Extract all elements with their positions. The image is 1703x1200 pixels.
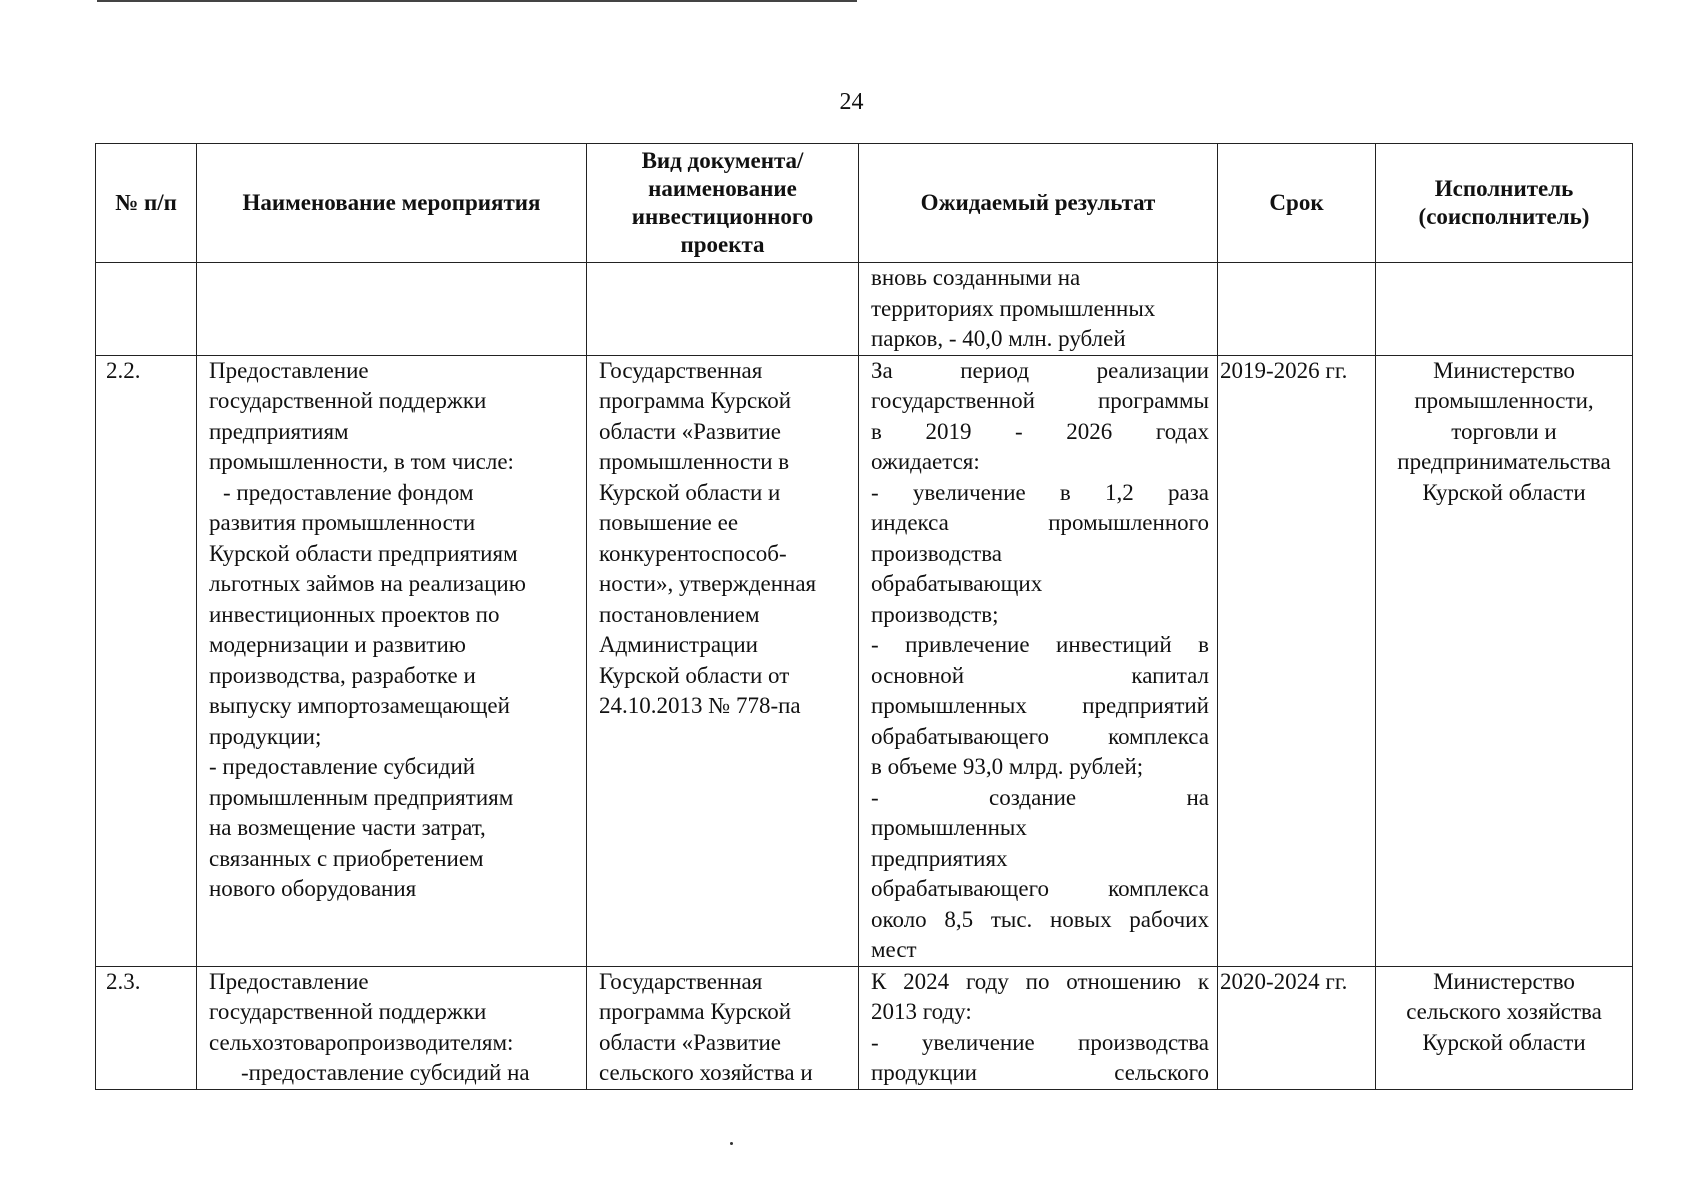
cell-line: мест: [871, 937, 917, 962]
cell-measure-name: [197, 263, 587, 356]
cell-line: парков, - 40,0 млн. рублей: [871, 326, 1126, 351]
cell-line: Курской области: [1422, 479, 1586, 505]
cell-line: Курской области от: [599, 662, 790, 688]
cell-line: промышленности,: [1414, 388, 1594, 413]
cell-line: производств;: [871, 601, 999, 627]
cell-line: - предоставление фондом: [223, 479, 474, 505]
cell-line: основной капитал: [871, 662, 1209, 688]
cell-line: Курской области предприятиям: [209, 540, 518, 566]
cell-line: развития промышленности: [209, 510, 476, 535]
measures-table: [95, 143, 1633, 1090]
cell-line: Предоставление: [209, 357, 369, 383]
cell-line: области «Развитие: [599, 418, 781, 444]
cell-line: производства, разработке и: [209, 662, 476, 688]
cell-expected-result: [859, 966, 1218, 1089]
cell-line: области «Развитие: [599, 1029, 781, 1055]
cell-executor: [1376, 263, 1633, 356]
header-name: Наименование мероприятия: [197, 144, 587, 263]
stray-dot: [730, 1142, 733, 1145]
cell-line: около 8,5 тыс. новых рабочих: [871, 906, 1209, 932]
table-row: [96, 966, 1633, 1089]
cell-line: промышленности в: [599, 449, 790, 474]
cell-line: ожидается:: [871, 449, 980, 474]
cell-line: льготных займов на реализацию: [209, 571, 526, 596]
header-doc: Вид документа/ наименование инвестиционного проекта: [587, 144, 859, 263]
cell-line: Государственная: [599, 357, 763, 383]
cell-line: инвестиционных проектов по: [209, 601, 500, 627]
cell-line: государственной программы: [871, 388, 1209, 413]
cell-measure-name: [197, 966, 587, 1089]
cell-line: промышленных: [871, 815, 1027, 840]
cell-line: сельского хозяйства и: [599, 1060, 813, 1085]
cell-expected-result: [859, 263, 1218, 356]
cell-line: территориях промышленных: [871, 295, 1156, 321]
cell-line: За период реализации: [871, 357, 1209, 383]
cell-line: в объеме 93,0 млрд. рублей;: [871, 754, 1144, 779]
cell-line: конкурентоспособ-: [599, 540, 787, 566]
cell-line: промышленных предприятий: [871, 693, 1209, 718]
cell-line: - привлечение инвестиций в: [871, 632, 1209, 657]
cell-no: 2.3.: [96, 966, 197, 1089]
cell-line: производства: [871, 540, 1002, 566]
page-number: 24: [839, 89, 864, 115]
cell-line: нового оборудования: [209, 876, 417, 901]
cell-document: [587, 263, 859, 356]
table-header-row: [96, 144, 1633, 263]
cell-line: сельского хозяйства: [1406, 999, 1602, 1024]
cell-line: государственной поддержки: [209, 388, 487, 413]
cell-line: продукции;: [209, 723, 322, 749]
cell-line: - увеличение в 1,2 раза: [871, 479, 1209, 505]
cell-line: сельхозтоваропроизводителям:: [209, 1029, 514, 1055]
cell-line: промышленности, в том числе:: [209, 449, 514, 474]
cell-line: предприятиях: [871, 845, 1008, 871]
cell-line: обрабатывающего комплекса: [871, 876, 1209, 901]
cell-line: модернизации и развитию: [209, 632, 466, 657]
cell-line: Министерство: [1433, 968, 1575, 994]
cell-term: 2020-2024 гг.: [1218, 966, 1376, 1089]
cell-line: Предоставление: [209, 968, 369, 994]
cell-line: предприятиям: [209, 418, 349, 444]
cell-line: программа Курской: [599, 999, 791, 1024]
cell-line: 2013 году:: [871, 999, 972, 1024]
cell-line: К 2024 году по отношению к: [871, 968, 1209, 994]
cell-line: предпринимательства: [1397, 449, 1611, 474]
cell-line: продукции сельского: [871, 1060, 1209, 1085]
cell-executor: [1376, 966, 1633, 1089]
cell-line: Государственная: [599, 968, 763, 994]
cell-measure-name: [197, 355, 587, 966]
cell-line: повышение ее: [599, 510, 739, 535]
table-row: [96, 263, 1633, 356]
cell-line: индекса промышленного: [871, 510, 1209, 535]
cell-line: - предоставление субсидий: [209, 754, 476, 779]
table-row: [96, 355, 1633, 966]
header-no: № п/п: [96, 144, 197, 263]
cell-line: -предоставление субсидий на: [241, 1060, 530, 1085]
cell-document: [587, 355, 859, 966]
cell-line: обрабатывающих: [871, 571, 1043, 596]
cell-line: ности», утвержденная: [599, 571, 817, 596]
header-result: Ожидаемый результат: [859, 144, 1218, 263]
cell-line: - создание на: [871, 784, 1209, 810]
cell-line: Курской области: [1422, 1029, 1586, 1055]
cell-term: 2019-2026 гг.: [1218, 355, 1376, 966]
cell-no: 2.2.: [96, 355, 197, 966]
cell-line: Курской области и: [599, 479, 781, 505]
cell-line: 24.10.2013 № 778-па: [599, 693, 801, 718]
top-rule: [97, 0, 857, 2]
cell-line: на возмещение части затрат,: [209, 815, 486, 840]
cell-line: торговли и: [1451, 418, 1557, 444]
cell-line: государственной поддержки: [209, 999, 487, 1024]
cell-line: программа Курской: [599, 388, 791, 413]
cell-term: [1218, 263, 1376, 356]
cell-line: в 2019 - 2026 годах: [871, 418, 1209, 444]
cell-line: Министерство: [1433, 357, 1575, 383]
cell-line: промышленным предприятиям: [209, 784, 514, 810]
cell-document: [587, 966, 859, 1089]
cell-line: обрабатывающего комплекса: [871, 723, 1209, 749]
cell-line: выпуску импортозамещающей: [209, 693, 510, 718]
cell-line: связанных с приобретением: [209, 845, 484, 871]
header-executor: Исполнитель (соисполнитель): [1376, 144, 1633, 263]
cell-executor: [1376, 355, 1633, 966]
cell-line: Администрации: [599, 632, 758, 657]
cell-no: [96, 263, 197, 356]
cell-line: - увеличение производства: [871, 1029, 1209, 1055]
cell-expected-result: [859, 355, 1218, 966]
header-term: Срок: [1218, 144, 1376, 263]
cell-line: постановлением: [599, 601, 760, 627]
cell-line: вновь созданными на: [871, 265, 1081, 290]
